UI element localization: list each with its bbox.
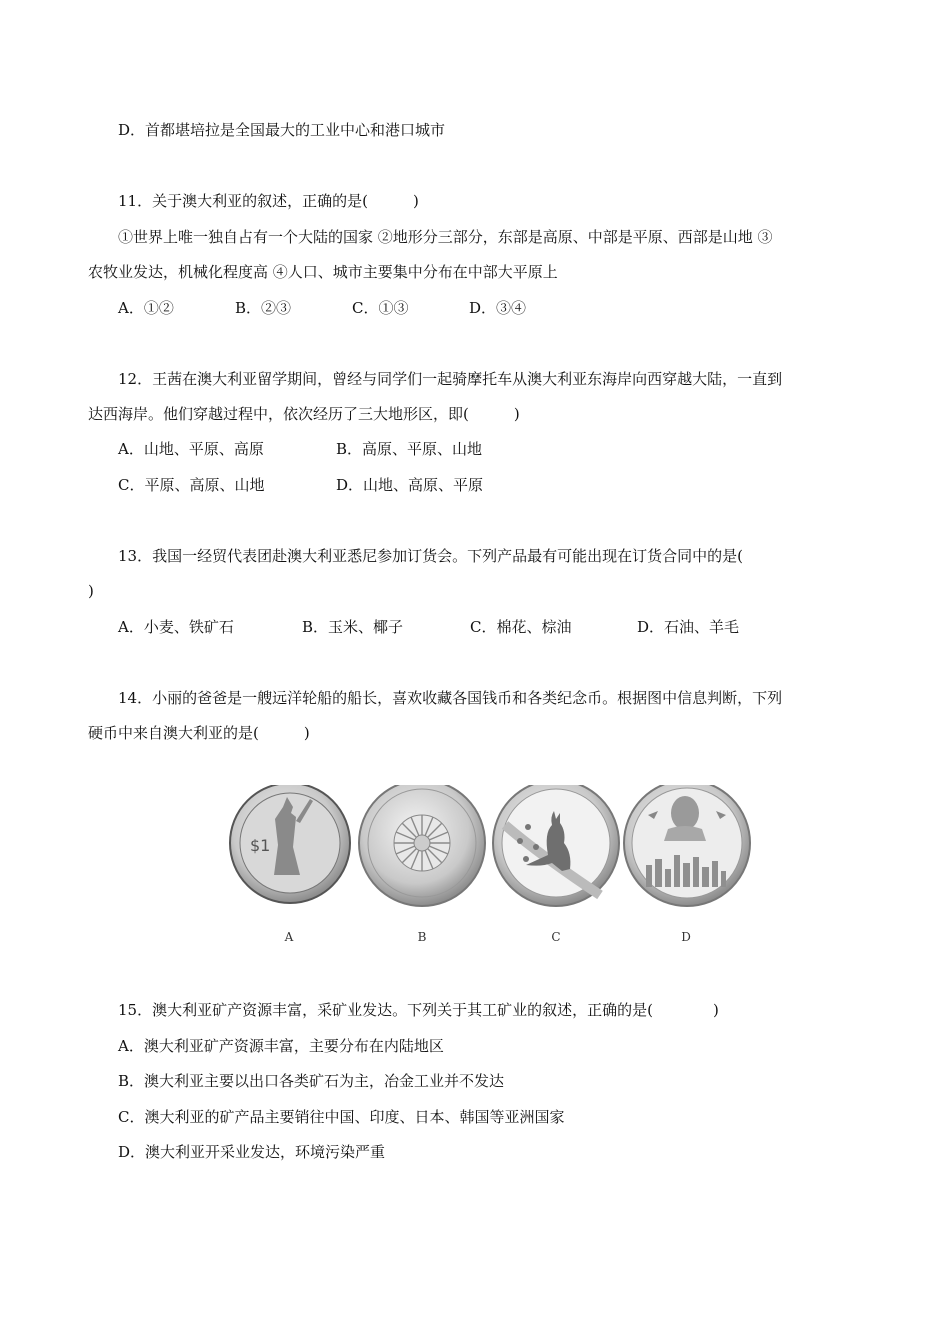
q13-stem-line-2: ) xyxy=(88,582,94,600)
q13-stem-line-1: 13．我国一经贸代表团赴澳大利亚悉尼参加订货会。下列产品最有可能出现在订货合同中的是( xyxy=(118,547,743,565)
coin-c-label: C xyxy=(551,930,561,944)
q15-option-d: D．澳大利亚开采业发达，环境污染严重 xyxy=(118,1143,386,1161)
q13-option-a: A．小麦、铁矿石 xyxy=(118,618,234,636)
coin-b-label: B xyxy=(417,930,427,944)
q11-option-a: A．①② xyxy=(118,299,174,317)
coin-a-label: A xyxy=(284,930,294,944)
q15-option-b: B．澳大利亚主要以出口各类矿石为主，冶金工业并不发达 xyxy=(118,1072,505,1090)
q11-body-line-2: 农牧业发达，机械化程度高 ④人口、城市主要集中分布在中部大平原上 xyxy=(88,263,558,281)
q11-option-d: D．③④ xyxy=(469,299,527,317)
q11-stem: 11．关于澳大利亚的叙述，正确的是( ) xyxy=(118,192,419,210)
coin-d-label: D xyxy=(681,930,691,944)
coin-a-image xyxy=(230,785,350,903)
q12-stem-line-2: 达西海岸。他们穿越过程中，依次经历了三大地形区，即( ) xyxy=(88,405,520,423)
coin-b-image xyxy=(359,785,485,906)
q15-option-c: C．澳大利亚的矿产品主要销往中国、印度、日本、韩国等亚洲国家 xyxy=(118,1108,565,1126)
q12-option-c: C．平原、高原、山地 xyxy=(118,476,265,494)
q13-option-d: D．石油、羊毛 xyxy=(637,618,740,636)
q15-option-a: A．澳大利亚矿产资源丰富，主要分布在内陆地区 xyxy=(118,1037,444,1055)
svg-text:$1: $1 xyxy=(250,836,271,855)
q12-stem-line-1: 12．王茜在澳大利亚留学期间，曾经与同学们一起骑摩托车从澳大利亚东海岸向西穿越大陆，一直到 xyxy=(118,370,783,388)
q14-stem-line-1: 14．小丽的爸爸是一艘远洋轮船的船长，喜欢收藏各国钱币和各类纪念币。根据图中信息判断，下列 xyxy=(118,689,783,707)
q13-option-c: C．棉花、棕油 xyxy=(470,618,572,636)
q12-option-d: D．山地、高原、平原 xyxy=(336,476,484,494)
q11-body-line-1: ①世界上唯一独自占有一个大陆的国家 ②地形分三部分，东部是高原、中部是平原、西部是山地 ③ xyxy=(118,228,773,246)
q15-stem: 15．澳大利亚矿产资源丰富，采矿业发达。下列关于其工矿业的叙述，正确的是( ) xyxy=(118,1001,719,1019)
q14-stem-line-2: 硬币中来自澳大利亚的是( ) xyxy=(88,724,310,742)
q11-option-b: B．②③ xyxy=(235,299,292,317)
coins-figure xyxy=(0,785,950,955)
q12-option-a: A．山地、平原、高原 xyxy=(118,440,264,458)
q13-option-b: B．玉米、椰子 xyxy=(302,618,404,636)
coin-c-image xyxy=(493,785,619,906)
q12-option-b: B．高原、平原、山地 xyxy=(336,440,483,458)
q11-option-c: C．①③ xyxy=(352,299,409,317)
q10-option-d: D．首都堪培拉是全国最大的工业中心和港口城市 xyxy=(118,121,446,139)
coin-d-image xyxy=(624,785,750,906)
